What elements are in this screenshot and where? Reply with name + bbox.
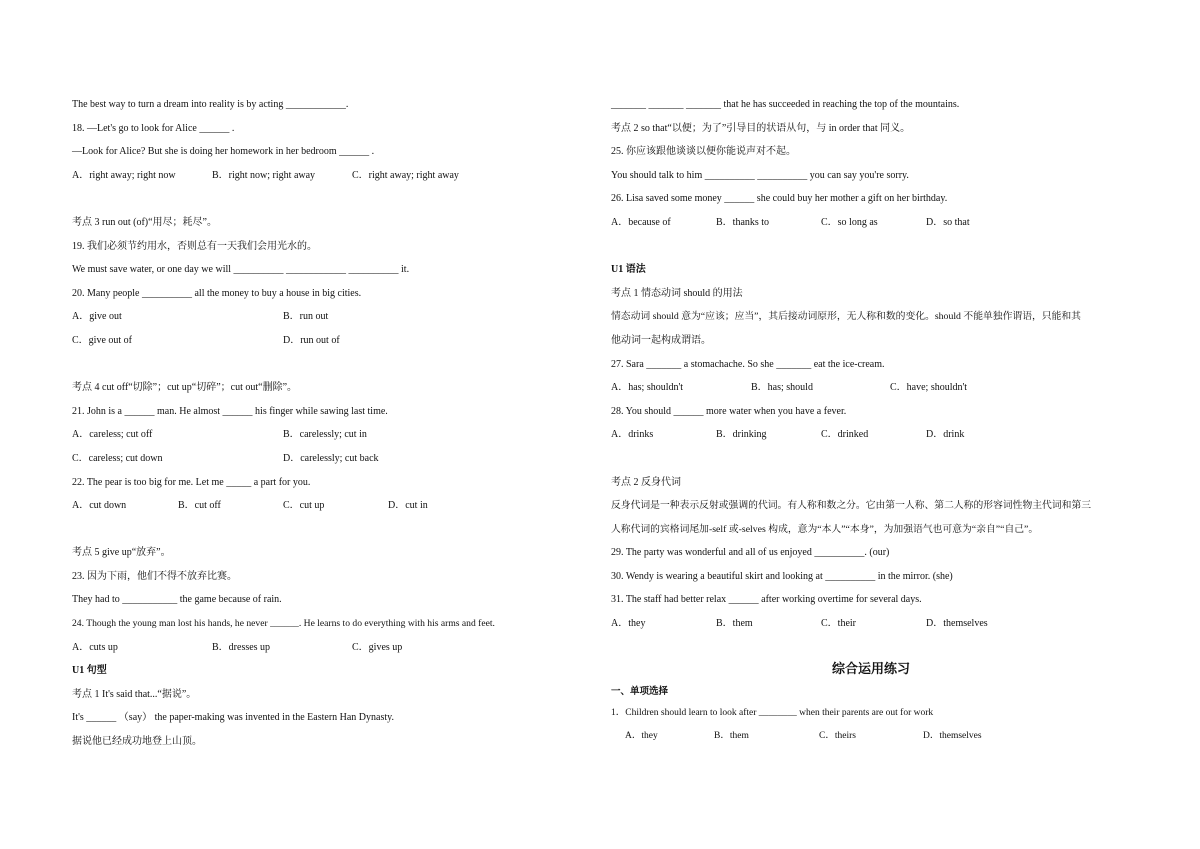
subsection-title: 一、单项选择 xyxy=(611,686,669,697)
section-heading: U1 语法 xyxy=(611,264,646,276)
q28-options xyxy=(611,423,1131,447)
option-c[interactable]: C．careless; cut down xyxy=(72,452,163,464)
option-b[interactable]: B．them xyxy=(714,730,749,741)
question-21: 21. John is a ______ man. He almost ______ his finger while sawing last time. xyxy=(72,405,388,417)
option-c[interactable]: C．give out of xyxy=(72,334,132,346)
text-line: 据说他已经成功地登上山顶。 xyxy=(72,736,202,748)
left-column xyxy=(72,93,577,754)
question-1: 1．Children should learn to look after ________ when their parents are out for work xyxy=(611,707,934,718)
key-point: 考点 1 It's said that...“据说”。 xyxy=(72,688,197,700)
option-c[interactable]: C．theirs xyxy=(819,730,856,741)
question-28: 28. You should ______ more water when you have a fever. xyxy=(611,405,847,417)
q21-options-row2 xyxy=(72,447,577,471)
key-point: 考点 5 give up“放弃”。 xyxy=(72,547,171,559)
option-b[interactable]: B．dresses up xyxy=(212,641,271,653)
q27-options xyxy=(611,376,1131,400)
option-b[interactable]: B．them xyxy=(716,618,753,630)
option-c[interactable]: C．have; shouldn't xyxy=(890,382,968,394)
text-line: _______ _______ _______ that he has succeeded in reaching the top of the mountains. xyxy=(611,99,960,110)
option-b[interactable]: B．has; should xyxy=(751,382,813,394)
q18-options xyxy=(72,164,577,188)
option-b[interactable]: B．drinking xyxy=(716,429,767,441)
option-a[interactable]: A．right away; right now xyxy=(72,169,176,181)
q1-options xyxy=(611,725,1131,748)
section-title: 综合运用练习 xyxy=(831,660,910,676)
option-a[interactable]: A．give out xyxy=(72,311,122,323)
option-b[interactable]: B．thanks to xyxy=(716,216,770,228)
question-22: 22. The pear is too big for me. Let me _____ a part for you. xyxy=(72,476,311,488)
option-d[interactable]: D．drink xyxy=(926,429,965,441)
q20-options-row1 xyxy=(72,305,577,329)
option-c[interactable]: C．so long as xyxy=(821,216,878,228)
option-c[interactable]: C．drinked xyxy=(821,429,869,441)
key-point: 考点 1 情态动词 should 的用法 xyxy=(611,287,743,299)
option-c[interactable]: C．their xyxy=(821,618,856,630)
text-line: The best way to turn a dream into reality is by acting ____________. xyxy=(72,99,349,110)
option-d[interactable]: D．run out of xyxy=(283,334,340,346)
question-27: 27. Sara _______ a stomachache. So she _______ eat the ice-cream. xyxy=(611,358,885,370)
text-line: 人称代词的宾格词尾加-self 或-selves 构成，意为“本人”“本身”，为加强语气也可意为“亲自”“自己”。 xyxy=(611,523,1039,535)
q21-options-row1 xyxy=(72,423,577,447)
question-24: 24. Though the young man lost his hands, he never ______. He learns to do everything with his arms and feet. xyxy=(72,618,495,630)
option-a[interactable]: A．they xyxy=(625,730,658,741)
option-a[interactable]: A．drinks xyxy=(611,429,654,441)
text-line: It's ______ （say） the paper-making was invented in the Eastern Han Dynasty. xyxy=(72,712,394,724)
option-d[interactable]: D．themselves xyxy=(926,618,988,630)
question-20: 20. Many people __________ all the money to buy a house in big cities. xyxy=(72,287,362,299)
option-c[interactable]: C．cut up xyxy=(283,500,325,512)
option-b[interactable]: B．right now; right away xyxy=(212,169,316,181)
option-d[interactable]: D．themselves xyxy=(923,730,982,741)
text-line: —Look for Alice? But she is doing her homework in her bedroom ______ . xyxy=(72,146,375,158)
question-23: 23. 因为下雨，他们不得不放弃比赛。 xyxy=(72,570,237,582)
text-line: 他动词一起构成谓语。 xyxy=(611,334,711,346)
q26-options xyxy=(611,211,1131,235)
text-line: We must save water, or one day we will __________ ____________ __________ it. xyxy=(72,264,410,276)
q24-options xyxy=(72,636,577,660)
text-line: You should talk to him __________ __________ you can say you're sorry. xyxy=(611,169,909,181)
option-a[interactable]: A．cut down xyxy=(72,500,127,512)
question-31: 31. The staff had better relax ______ after working overtime for several days. xyxy=(611,594,922,606)
option-c[interactable]: C．right away; right away xyxy=(352,169,459,181)
option-a[interactable]: A．careless; cut off xyxy=(72,429,153,441)
option-c[interactable]: C．gives up xyxy=(352,641,403,653)
question-18: 18. —Let's go to look for Alice ______ . xyxy=(72,122,235,134)
option-a[interactable]: A．because of xyxy=(611,216,671,228)
question-26: 26. Lisa saved some money ______ she could buy her mother a gift on her birthday. xyxy=(611,193,948,205)
key-point: 考点 2 反身代词 xyxy=(611,476,681,488)
option-d[interactable]: D．cut in xyxy=(388,500,428,512)
option-d[interactable]: D．carelessly; cut back xyxy=(283,452,379,464)
question-29: 29. The party was wonderful and all of us enjoyed __________. (our) xyxy=(611,547,890,559)
text-line: 反身代词是一种表示反射或强调的代词。有人称和数之分。它由第一人称、第二人称的形容词性物主代词和第三 xyxy=(611,500,1092,512)
q31-options xyxy=(611,612,1131,636)
section-heading: U1 句型 xyxy=(72,665,107,677)
question-30: 30. Wendy is wearing a beautiful skirt and looking at __________ in the mirror. (she) xyxy=(611,570,953,582)
option-a[interactable]: A．has; shouldn't xyxy=(611,382,684,394)
option-b[interactable]: B．cut off xyxy=(178,500,221,512)
key-point: 考点 4 cut off“切除”；cut up“切碎”；cut out“删除”。 xyxy=(72,382,298,394)
key-point: 考点 2 so that“以便；为了”引导目的状语从句，与 in order that 同义。 xyxy=(611,122,911,134)
q20-options-row2 xyxy=(72,329,577,353)
right-column xyxy=(611,93,1131,748)
option-b[interactable]: B．run out xyxy=(283,311,329,323)
question-25: 25. 你应该跟他谈谈以便你能说声对不起。 xyxy=(611,146,796,158)
option-a[interactable]: A．cuts up xyxy=(72,641,118,653)
q22-options xyxy=(72,494,577,518)
option-b[interactable]: B．carelessly; cut in xyxy=(283,429,367,441)
text-line: They had to ___________ the game because of rain. xyxy=(72,594,282,606)
key-point: 考点 3 run out (of)“用尽；耗尽”。 xyxy=(72,216,217,228)
option-d[interactable]: D．so that xyxy=(926,216,970,228)
text-line: 情态动词 should 意为“应该；应当”，其后接动词原形，无人称和数的变化。should 不能单独作谓语，只能和其 xyxy=(611,311,1081,323)
question-19: 19. 我们必须节约用水，否则总有一天我们会用光水的。 xyxy=(72,240,317,252)
option-a[interactable]: A．they xyxy=(611,618,646,630)
